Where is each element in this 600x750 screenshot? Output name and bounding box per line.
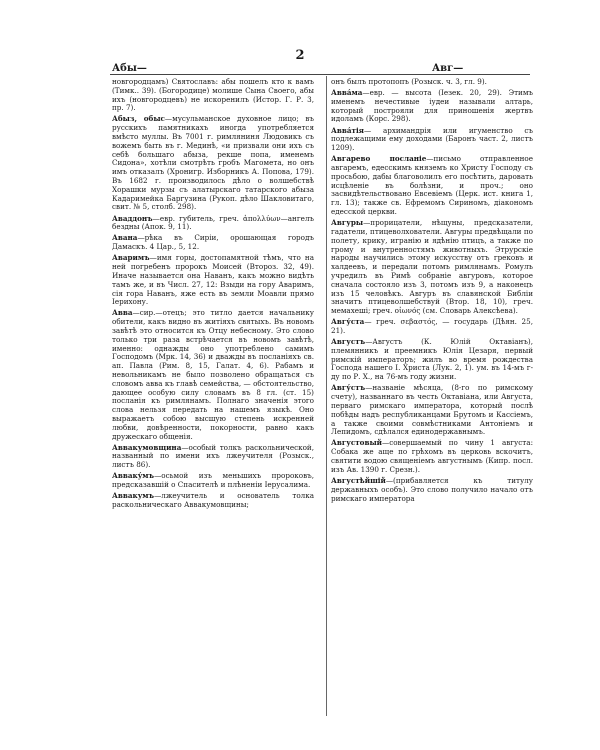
dictionary-entry: [112, 78, 314, 113]
dictionary-entry: [331, 439, 533, 474]
running-header-left: Абы—: [112, 63, 147, 74]
right-column: [331, 78, 533, 506]
entry-text: —прорицатели, нѣщуны, предсказатели, гадатели, птицеволхователи. Авгуры предвѣщали по полету, крику, игранію и ядѣнію птицъ, а также по грому и внутренностямъ животныхъ. Этрурскіе народы научились этому искусству отъ грековъ и халдеевъ, и передали потомъ римлянамъ. Ромулъ учредилъ въ Римѣ собраніе авгуровъ, которое сначала состояло изъ 3, потомъ изъ 9, а наконецъ изъ 15 человѣкъ. Авгуръ въ славянской Библіи значитъ птицеволшебствуй (Втор. 18, 10), греч. мемахеші; греч. οἰωνός (см. Словарь Алексѣева).: [331, 218, 533, 316]
entry-headword: Аваримъ: [112, 253, 150, 263]
dictionary-entry: [112, 444, 314, 470]
entry-headword: Авгу́стъ: [331, 383, 366, 393]
entry-headword: Авва: [112, 308, 133, 318]
entry-text: —лжеучитель и основатель толка раскольническаго Аввакумовщины;: [112, 491, 314, 510]
entry-text: —названіе мѣсяца, (8-го по римскому счету), названнаго въ честь Октавіана, или Августа, перваго римскаго императора, который послѣ побѣды надъ республиканцами Брутомъ и Кассіемъ, а также своими совмѣстниками Антоніемъ и Лепидомъ, сдѣлался единодержавнымъ.: [331, 383, 533, 437]
entry-headword: Абыз, обыс: [112, 114, 165, 124]
dictionary-entry: [112, 115, 314, 212]
entry-headword: Авгуры: [331, 218, 364, 228]
entry-text: — архимандрія или игуменство съ подлежащими ему доходами (Баронъ част. 2, листъ 1209).: [331, 125, 533, 153]
dictionary-entry: [331, 127, 533, 153]
entry-text: —сир.—отецъ; это титло дается начальнику обители, какъ видно въ житіяхъ святыхъ. Въ новомъ завѣтѣ это относится къ Отцу небесному. Это слово только три раза встрѣчается въ новомъ завѣтѣ, именно: однажды оно употреблено самимъ Господомъ (Мрк. 14, 36) и дважды въ посланіяхъ св. ап. Павла (Рим. 8, 15, Галат. 4, 6). Рабамъ и невольникамъ не было позволено обращаться съ словомъ авва къ главѣ семейства, — обстоятельство, дающее особую силу словамъ въ 8 гл. (ст. 15) посланія къ римлянамъ. Полнаго значенія этого слова нельзя передать на нашемъ языкѣ. Оно выражаетъ собою высшую степень искренней любви, довѣренности, покорности, равно какъ дружескаго общенія.: [112, 308, 314, 441]
dictionary-entry: [112, 215, 314, 233]
entry-text: —особый толкъ раскольнической, названный по имени ихъ лжеучителя (Розыск., листъ 86).: [112, 442, 314, 470]
entry-headword: Августовый: [331, 438, 383, 448]
dictionary-entry: [331, 318, 533, 336]
dictionary-entry: [331, 155, 533, 217]
column-divider: [326, 76, 327, 716]
dictionary-entry: [112, 309, 314, 441]
entry-text: онъ былъ протопопъ (Розыск. ч. 3, гл. 9).: [331, 77, 487, 86]
entry-headword: Аваддонъ: [112, 213, 153, 223]
dictionary-entry: [331, 477, 533, 503]
dictionary-entry: [112, 492, 314, 510]
entry-text: —осьмой изъ меньшихъ пророковъ, предсказавшій о Спасителѣ и плѣненіи Іерусалима.: [112, 471, 314, 490]
entry-text: —мусульманское духовное лицо; въ русскихъ памятникахъ иногда употребляется вмѣсто муллы. Въ 7001 г. римляниня Людовикъ съ вожемъ быть въ г. Мединѣ, «и призвали они ихъ съ себѣ большаго абыза, рекше попа, именемъ Сидона», хотѣли смотрѣть гробъ Магомета, но онъ имъ отказалъ (Хронигр. Изборникъ А. Попова, 179). Въ 1682 г. производилось дѣло о волшебствѣ Хорашки мурзы съ алатырскаго татарского абыза Кадаримейка Баргузина (Рукоп. дѣло Шакловитаго, свит. № 5, столб. 298).: [112, 114, 314, 212]
dictionary-entry: [112, 254, 314, 307]
entry-text: —рѣка въ Сиріи, орошающая городъ Дамаскъ. 4 Цар., 5, 12.: [112, 233, 314, 252]
entry-text: —совершаемый по чину 1 августа: Собака же аще по грѣхомъ въ церковь вскочитъ, святити водою священіемъ августнымъ (Кипр. посл. изъ Ав. 1390 г. Срезн.).: [331, 438, 533, 474]
entry-headword: Августѣйшій: [331, 475, 386, 485]
entry-headword: Аввакумъ: [112, 491, 155, 501]
dictionary-entry: [112, 234, 314, 252]
entry-headword: Авва́тія: [331, 125, 364, 135]
entry-headword: Авана: [112, 233, 138, 243]
entry-headword: Авваку́мъ: [112, 471, 155, 481]
entry-text: —евр. — высота (Іезек. 20, 29). Этимъ именемъ нечестивые іудеи называли алтарь, который построяли для приношенія жертвъ идоламъ (Корс. 298).: [331, 88, 533, 124]
left-column: [112, 78, 314, 512]
entry-text: —(прибавляется къ титулу державныхъ особъ). Это слово получило начало отъ римскаго императора: [331, 475, 533, 503]
entry-headword: Аввакумовщина: [112, 442, 182, 452]
entry-text: —имя горы, достопамятной тѣмъ, что на ней погребенъ пророкъ Моисей (Второз. 32, 49). Иначе называется она Наванъ, какъ можно видѣть тамъ же, и въ Числ. 27, 12: Взыди на гору Аваримъ, сія гора Наванъ, яже есть въ земли Моавли прямо Іерихону.: [112, 253, 314, 307]
entry-headword: Августъ: [331, 337, 366, 347]
entry-headword: Авгарево посланіе: [331, 154, 427, 164]
entry-headword: Авва́ма: [331, 88, 363, 98]
page-number: 2: [295, 48, 305, 63]
dictionary-entry: [331, 219, 533, 316]
dictionary-entry: [331, 89, 533, 124]
running-header-right: Авг—: [432, 63, 464, 74]
dictionary-entry: [112, 472, 314, 490]
entry-text: — греч. σεβαστός, — государь (Дѣян. 25, 21).: [331, 317, 533, 335]
dictionary-entry: [331, 78, 533, 87]
header-rule: [110, 74, 530, 75]
entry-text: —письмо отправленное авгаремъ, едесскимъ княземъ ко Христу Господу съ просьбою, дабы благоволилъ его посѣтить, даровать исцѣленіе въ болѣзни, и проч.; оно засвидѣтельствовано Евсевіемъ (Церк. ист. книга 1, гл. 13); также св. Ефремомъ Сириномъ, діакономъ едесской церкви.: [331, 154, 533, 217]
dictionary-entry: [331, 384, 533, 437]
entry-text: —евр. губитель, греч. ἀπολλύων—ангелъ бездны (Апок. 9, 11).: [112, 213, 314, 232]
entry-text: —Августъ (К. Юлій Октавіанъ), племянникъ и преемникъ Юлія Цезаря, первый римскій императоръ; жилъ во время рождества Господа нашего І. Христа (Лук. 2, 1). ум. въ 14-мъ г-ду по Р. Х., на 76-мъ году жизни.: [331, 337, 533, 382]
dictionary-entry: [331, 338, 533, 382]
entry-text: новгородцамъ) Святославъ: абы пошелъ кто к вамъ (Тимк.. 39). (Богородице) молише Сына Своего, абы ихъ (новгородцевъ) не искоренилъ (Истор. Г. Р. 3, пр. 7).: [112, 77, 314, 113]
entry-headword: Авгу́ста: [331, 317, 365, 327]
